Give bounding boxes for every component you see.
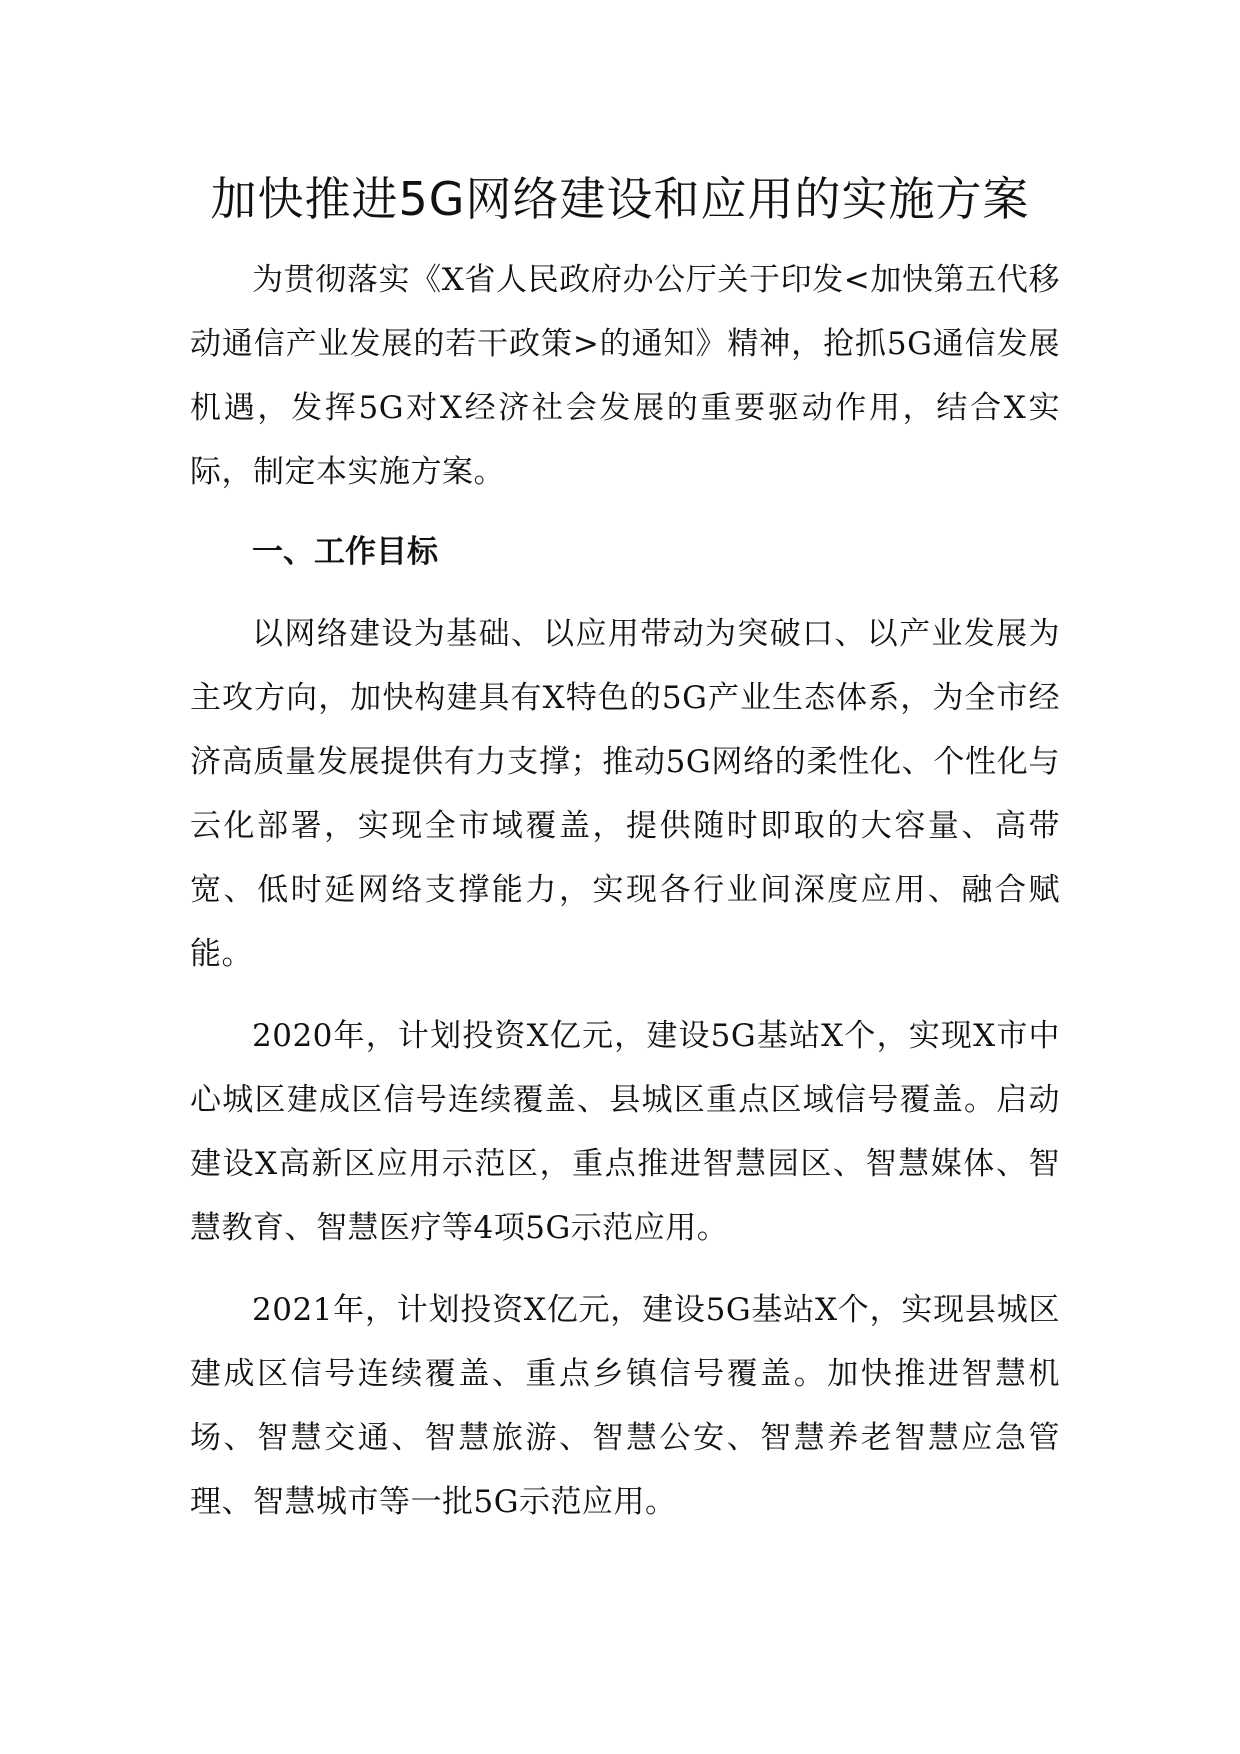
plan-2021-paragraph: 2021年，计划投资X亿元，建设5G基站X个，实现县城区建成区信号连续覆盖、重点乡镇信号覆盖。加快推进智慧机场、智慧交通、智慧旅游、智慧公安、智慧养老智慧应急管理、智慧城市等一批5G示范应用。 — [190, 1292, 1060, 1520]
document-title: 加快推进5G网络建设和应用的实施方案 — [210, 172, 1030, 226]
intro-paragraph: 为贯彻落实《X省人民政府办公厅关于印发<加快第五代移动通信产业发展的若干政策>的通知》精神，抢抓5G通信发展机遇，发挥5G对X经济社会发展的重要驱动作用，结合X实际，制定本实施方案。 — [190, 262, 1060, 490]
goals-paragraph: 以网络建设为基础、以应用带动为突破口、以产业发展为主攻方向，加快构建具有X特色的5G产业生态体系，为全市经济高质量发展提供有力支撑；推动5G网络的柔性化、个性化与云化部署，实现全市域覆盖，提供随时即取的大容量、高带宽、低时延网络支撑能力，实现各行业间深度应用、融合赋能。 — [190, 616, 1060, 972]
section-heading-work-goals: 一、工作目标 — [252, 534, 438, 570]
plan-2020-paragraph: 2020年，计划投资X亿元，建设5G基站X个，实现X市中心城区建成区信号连续覆盖、县城区重点区域信号覆盖。启动建设X高新区应用示范区，重点推进智慧园区、智慧媒体、智慧教育、智慧医疗等4项5G示范应用。 — [190, 1018, 1060, 1246]
